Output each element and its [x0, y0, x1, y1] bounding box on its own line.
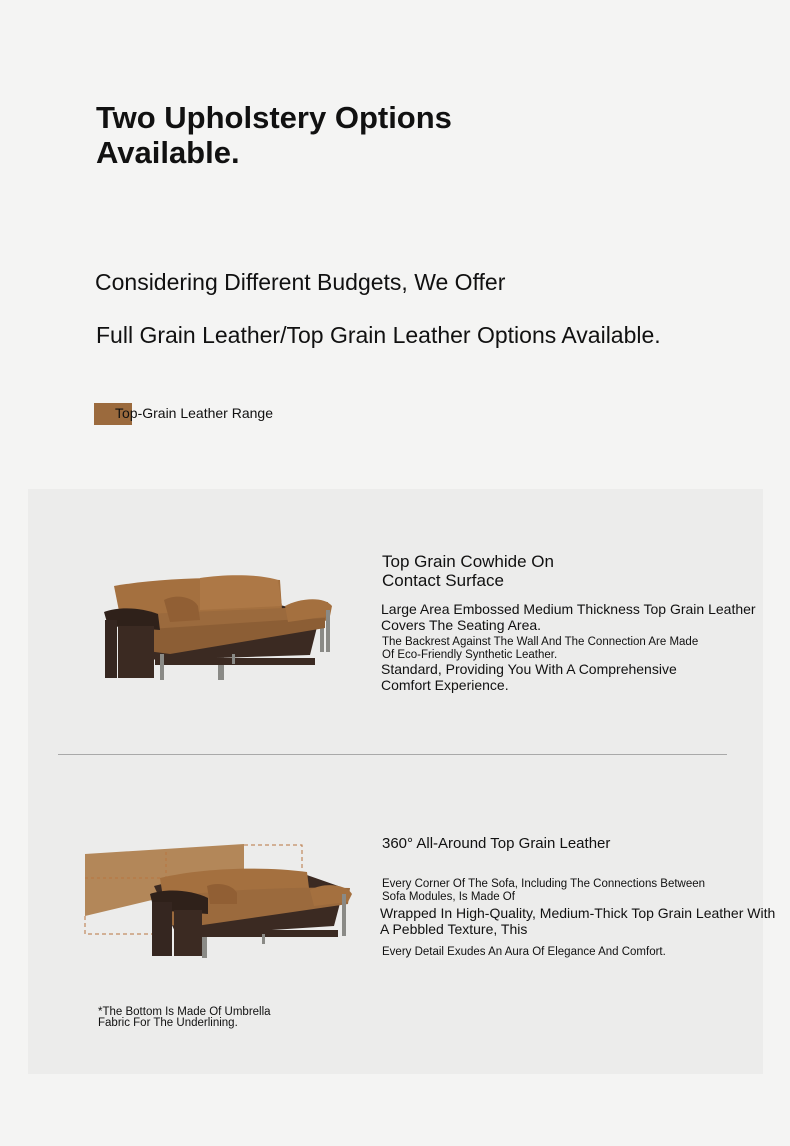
subheading-line2: Full Grain Leather/Top Grain Leather Options Available. — [96, 322, 661, 348]
feature2-small-closing: Every Detail Exudes An Aura Of Elegance And Comfort. — [382, 946, 666, 958]
footnote — [98, 1007, 298, 1029]
page-title-line1: Two Upholstery Options — [96, 100, 452, 135]
sofa-front-image — [100, 570, 336, 685]
feature1-small — [382, 636, 698, 662]
feature1-body2 — [381, 661, 677, 693]
feature2-body-line1: Wrapped In High-Quality, Medium-Thick Top Grain Leather With — [380, 905, 776, 921]
range-legend — [94, 403, 273, 425]
feature1-body2-line1: Standard, Providing You With A Comprehensive — [381, 661, 677, 677]
page-title-line2: Available. — [96, 135, 240, 170]
footnote-line2: Fabric For The Underlining. — [98, 1017, 238, 1029]
subheading-line1: Considering Different Budgets, We Offer — [95, 269, 506, 295]
feature1-body-line1: Large Area Embossed Medium Thickness Top Grain Leather — [381, 601, 756, 617]
feature1-title — [382, 552, 554, 590]
feature2-small-line2: Sofa Modules, Is Made Of — [382, 891, 515, 903]
feature1-body — [381, 601, 756, 633]
section-divider — [58, 754, 727, 755]
feature1-title-line1: Top Grain Cowhide On — [382, 552, 554, 571]
feature2-small — [382, 878, 705, 904]
feature2-small-line1: Every Corner Of The Sofa, Including The Connections Between — [382, 878, 706, 890]
feature1-small-line1: The Backrest Against The Wall And The Connection Are Made — [382, 636, 699, 648]
sofa-exploded-image — [82, 838, 354, 962]
feature2-title: 360° All-Around Top Grain Leather — [382, 835, 611, 852]
feature1-body2-line2: Comfort Experience. — [381, 677, 509, 693]
feature2-body — [380, 905, 788, 937]
feature1-body-line2: Covers The Seating Area. — [381, 617, 542, 633]
feature1-small-line2: Of Eco-Friendly Synthetic Leather. — [382, 649, 558, 661]
footnote-line1: *The Bottom Is Made Of Umbrella — [98, 1006, 271, 1018]
page-title — [96, 100, 516, 170]
range-label: Top-Grain Leather Range — [115, 405, 273, 421]
feature2-body-line2: A Pebbled Texture, This — [380, 921, 528, 937]
feature1-title-line2: Contact Surface — [382, 571, 504, 590]
